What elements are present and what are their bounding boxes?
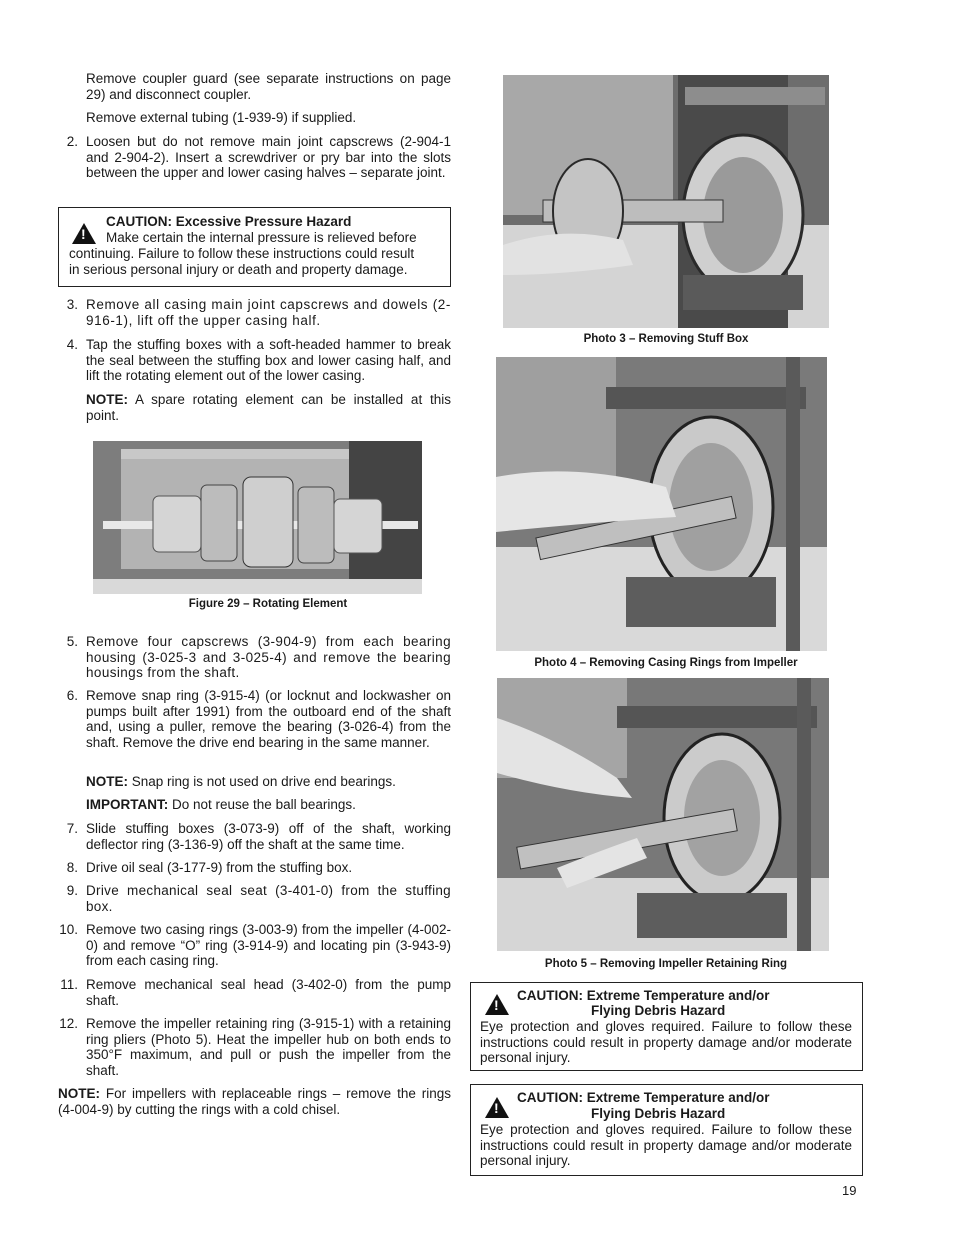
caution-temperature-body: Eye protection and gloves required. Failure to follow these instructions could result in property damage and/or moderate personal injury. [480,1122,852,1169]
photo-3-caption: Photo 3 – Removing Stuff Box [583,333,749,345]
caution-temperature-title: CAUTION: Extreme Temperature and/or [517,988,770,1003]
page-number: 19 [842,1183,857,1198]
photo-4-caption: Photo 4 – Removing Casing Rings from Impeller [534,657,798,669]
important-bearings [86,797,451,813]
note-label: NOTE: [58,1086,100,1101]
note-snap-ring [86,774,451,790]
caution-temperature-subtitle: Flying Debris Hazard [591,1003,726,1018]
step-11-number: 11. [60,977,78,992]
step-6-number: 6. [66,688,78,703]
step-4-number: 4. [66,337,78,352]
caution-pressure-line2: continuing. Failure to follow these instructions could result [69,246,415,261]
caution-pressure-title: CAUTION: Excessive Pressure Hazard [106,214,352,229]
warning-icon [485,994,509,1015]
step-5-text: Remove four capscrews (3-904-9) from each bearing housing (3-025-3 and 3-025-4) and remove the bearing housings from the shaft. [86,634,451,681]
photo-5-caption: Photo 5 – Removing Impeller Retaining Ring [544,958,788,970]
warning-icon [485,1097,509,1118]
step-12-text: Remove the impeller retaining ring (3-915-1) with a retaining ring pliers (Photo 5). Heat the impeller hub on both ends to 350°F maximum, and pull or push the impeller from the shaft. [86,1016,451,1078]
note-label: NOTE: [86,774,128,789]
photo-3-removing-stuff-box [503,75,829,328]
caution-pressure-line1: Make certain the internal pressure is relieved before [106,230,417,245]
step-10-number: 10. [59,922,78,937]
photo-5-removing-impeller-retaining-ring [497,678,829,951]
step-2-number: 2. [66,134,78,149]
warning-icon [72,223,96,244]
step-5-number: 5. [66,634,78,649]
note-text: A spare rotating element can be installed at this point. [86,392,451,423]
step-9-text: Drive mechanical seal seat (3-401-0) from the stuffing box. [86,883,451,914]
step-3-number: 3. [66,297,78,312]
step-8-number: 8. [66,860,78,875]
caution-temperature-subtitle: Flying Debris Hazard [591,1106,726,1121]
caution-pressure-line3: in serious personal injury or death and property damage. [69,262,408,277]
step-11-text: Remove mechanical seal head (3-402-0) from the pump shaft. [86,977,451,1008]
step-7-text: Slide stuffing boxes (3-073-9) off of the shaft, working deflector ring (3-136-9) off the shaft at the same time. [86,821,451,852]
caution-pressure-box [58,207,451,287]
figure-29-caption: Figure 29 – Rotating Element [188,598,348,610]
important-label: IMPORTANT: [86,797,169,812]
step-12-number: 12. [59,1016,78,1031]
caution-temperature-title: CAUTION: Extreme Temperature and/or [517,1090,770,1105]
note-label: NOTE: [86,392,128,407]
step-3-text: Remove all casing main joint capscrews and dowels (2-916-1), lift off the upper casing half. [86,297,451,328]
step-4-text: Tap the stuffing boxes with a soft-headed hammer to break the seal between the stuffing box and lower casing half, and lift the rotating element out of the lower casing. [86,337,451,384]
note-text: For impellers with replaceable rings – remove the rings (4-004-9) by cutting the rings with a cold chisel. [58,1086,451,1117]
photo-4-removing-casing-rings [496,357,827,651]
caution-temperature-box-2 [470,1084,863,1176]
para-coupler: Remove coupler guard (see separate instructions on page 29) and disconnect coupler. [86,71,451,102]
step-2-text: Loosen but do not remove main joint capscrews (2-904-1 and 2-904-2). Insert a screwdriver or pry bar into the slots between the upper and lower casing halves – separate joint. [86,134,451,181]
step-9-number: 9. [66,883,78,898]
step-8-text: Drive oil seal (3-177-9) from the stuffing box. [86,860,353,875]
figure-29-rotating-element-photo [93,441,422,594]
step-7-number: 7. [66,821,78,836]
important-text: Do not reuse the ball bearings. [168,797,356,812]
caution-temperature-body: Eye protection and gloves required. Failure to follow these instructions could result in property damage and/or moderate personal injury. [480,1019,852,1066]
para-tubing: Remove external tubing (1-939-9) if supplied. [86,110,357,125]
caution-temperature-box-1 [470,982,863,1071]
note-text: Snap ring is not used on drive end bearings. [128,774,396,789]
step-6-text: Remove snap ring (3-915-4) (or locknut and lockwasher on pumps built after 1991) from the outboard end of the shaft and, using a puller, remove the bearing (3-026-4) from the shaft. Remove the drive end bearing in the same manner. [86,688,451,750]
note-spare-element [86,392,451,423]
step-10-text: Remove two casing rings (3-003-9) from the impeller (4-002-0) and remove “O” ring (3-914-9) and locating pin (3-943-9) from each casing ring. [86,922,451,969]
note-replaceable-rings [58,1086,451,1117]
